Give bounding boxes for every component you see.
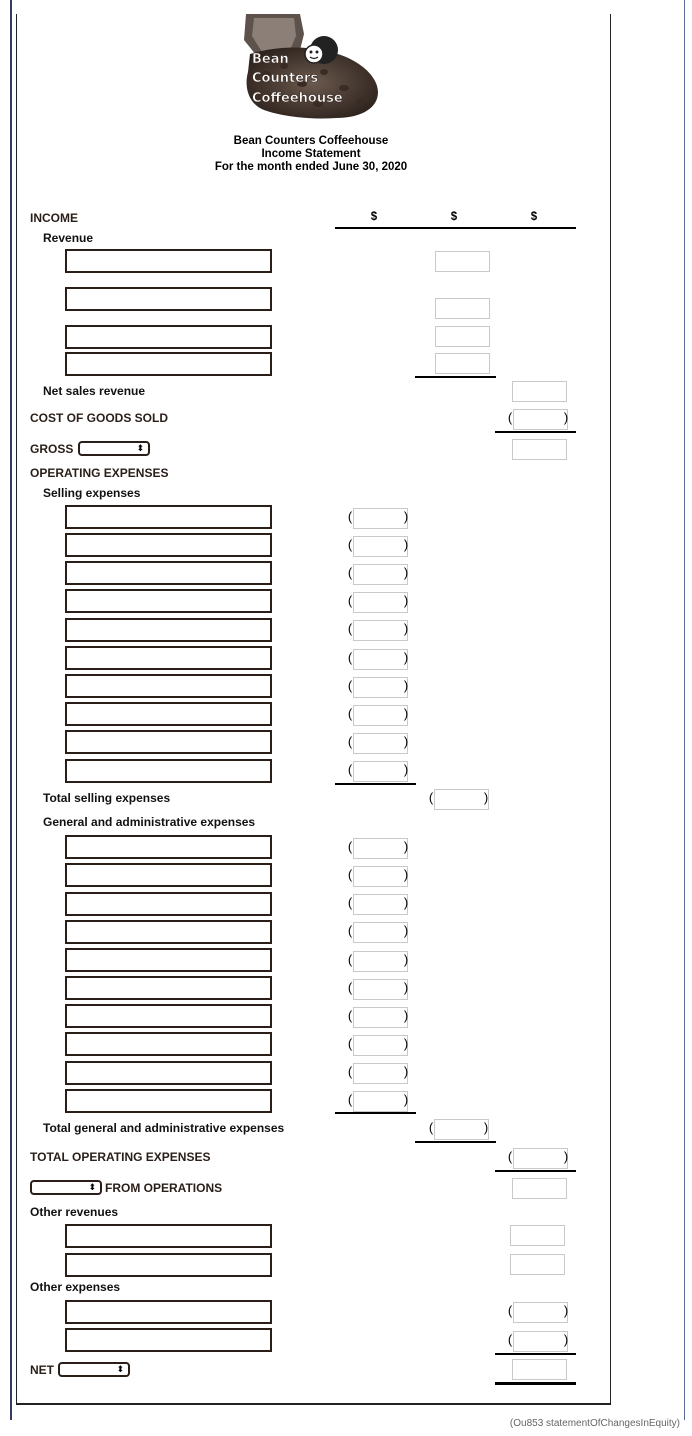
form-border-right <box>610 14 611 1404</box>
open-paren: ( <box>347 593 353 608</box>
bean-counters-logo <box>240 14 382 122</box>
selling-expense-9-description[interactable] <box>65 730 272 754</box>
total-selling-expenses-amount[interactable] <box>434 789 489 810</box>
close-paren: ) <box>403 537 409 552</box>
cogs-label: COST OF GOODS SOLD <box>30 411 169 425</box>
close-paren: ) <box>483 1120 489 1135</box>
gen-admin-expense-3-amount[interactable] <box>353 894 408 915</box>
close-paren: ) <box>403 1064 409 1079</box>
selling-expense-2-description[interactable] <box>65 533 272 557</box>
cogs-amount[interactable] <box>513 409 568 430</box>
svg-text:Coffeehouse: Coffeehouse <box>252 91 343 106</box>
total-selling-expenses-label: Total selling expenses <box>43 791 171 805</box>
open-paren: ( <box>347 509 353 524</box>
close-paren: ) <box>403 952 409 967</box>
close-paren: ) <box>403 923 409 938</box>
selling-expense-4-description[interactable] <box>65 589 272 613</box>
gen-admin-expense-1-description[interactable] <box>65 835 272 859</box>
selling-expense-8-description[interactable] <box>65 702 272 726</box>
other-expense-1-description[interactable] <box>65 1300 272 1324</box>
revenue-line-4-description[interactable] <box>65 352 272 376</box>
close-paren: ) <box>403 1036 409 1051</box>
selling-expense-6-description[interactable] <box>65 646 272 670</box>
open-paren: ( <box>347 650 353 665</box>
select-updown-icon: ⬍ <box>116 1364 124 1374</box>
close-paren: ) <box>403 734 409 749</box>
gross-type-select[interactable] <box>78 441 150 456</box>
gen-admin-expense-10-amount[interactable] <box>353 1091 408 1112</box>
form-reference-footer: (Ou853 statementOfChangesInEquity) <box>509 1418 680 1429</box>
open-paren: ( <box>507 1332 513 1347</box>
cogs-open-paren: ( <box>507 410 513 425</box>
selling-expense-9-amount[interactable] <box>353 733 408 754</box>
net-amount[interactable] <box>512 1359 567 1380</box>
other-revenues-heading: Other revenues <box>30 1205 119 1219</box>
gen-admin-expense-4-description[interactable] <box>65 920 272 944</box>
selling-expense-5-description[interactable] <box>65 618 272 642</box>
close-paren: ) <box>403 706 409 721</box>
revenue-line-2-description[interactable] <box>65 287 272 311</box>
gen-admin-expense-7-description[interactable] <box>65 1004 272 1028</box>
selling-expense-3-description[interactable] <box>65 561 272 585</box>
net-sales-revenue-amount[interactable] <box>512 381 567 402</box>
other-revenue-1-amount[interactable] <box>510 1225 565 1246</box>
selling-expense-7-amount[interactable] <box>353 677 408 698</box>
select-updown-icon: ⬍ <box>136 443 144 453</box>
open-paren: ( <box>347 678 353 693</box>
other-revenue-2-description[interactable] <box>65 1253 272 1277</box>
other-expenses-rule <box>495 1353 576 1355</box>
operating-total-rule <box>495 1170 576 1172</box>
gross-label: GROSS <box>30 442 74 456</box>
selling-expense-6-amount[interactable] <box>353 649 408 670</box>
open-paren: ( <box>347 734 353 749</box>
gen-admin-expense-9-description[interactable] <box>65 1061 272 1085</box>
total-operating-expenses-amount[interactable] <box>513 1148 568 1169</box>
revenue-line-2-amount[interactable] <box>435 298 490 319</box>
gross-amount[interactable] <box>512 439 567 460</box>
close-paren: ) <box>403 1092 409 1107</box>
open-paren: ( <box>347 706 353 721</box>
net-double-rule <box>495 1382 576 1385</box>
open-paren: ( <box>347 923 353 938</box>
close-paren: ) <box>563 1332 569 1347</box>
revenue-line-4-amount[interactable] <box>435 353 490 374</box>
open-paren: ( <box>507 1303 513 1318</box>
other-expense-1-amount[interactable] <box>513 1302 568 1323</box>
other-expenses-heading: Other expenses <box>30 1280 121 1294</box>
close-paren: ) <box>403 593 409 608</box>
cogs-close-paren: ) <box>563 410 569 425</box>
open-paren: ( <box>347 867 353 882</box>
open-paren: ( <box>347 980 353 995</box>
open-paren: ( <box>347 762 353 777</box>
open-paren: ( <box>347 1008 353 1023</box>
gen-admin-expense-1-amount[interactable] <box>353 838 408 859</box>
selling-expense-10-description[interactable] <box>65 759 272 783</box>
revenue-line-1-description[interactable] <box>65 249 272 273</box>
gen-admin-expense-9-amount[interactable] <box>353 1063 408 1084</box>
close-paren: ) <box>403 565 409 580</box>
selling-expense-4-amount[interactable] <box>353 592 408 613</box>
open-paren: ( <box>347 537 353 552</box>
net-label: NET <box>30 1363 54 1377</box>
select-updown-icon: ⬍ <box>88 1182 96 1192</box>
from-operations-label: FROM OPERATIONS <box>105 1181 223 1195</box>
gen-admin-expense-7-amount[interactable] <box>353 1007 408 1028</box>
open-paren: ( <box>347 895 353 910</box>
close-paren: ) <box>403 839 409 854</box>
close-paren: ) <box>403 867 409 882</box>
selling-expense-7-description[interactable] <box>65 674 272 698</box>
close-paren: ) <box>563 1149 569 1164</box>
revenue-line-1-amount[interactable] <box>435 251 490 272</box>
selling-expense-8-amount[interactable] <box>353 705 408 726</box>
gen-admin-total-rule <box>415 1141 496 1143</box>
close-paren: ) <box>403 1008 409 1023</box>
open-paren: ( <box>347 839 353 854</box>
selling-expense-1-amount[interactable] <box>353 508 408 529</box>
open-paren: ( <box>347 952 353 967</box>
selling-expense-1-description[interactable] <box>65 505 272 529</box>
gen-admin-expense-8-amount[interactable] <box>353 1035 408 1056</box>
selling-expenses-heading: Selling expenses <box>43 486 141 500</box>
close-paren: ) <box>483 790 489 805</box>
total-gen-admin-expenses-amount[interactable] <box>434 1119 489 1140</box>
column-2-currency: $ <box>450 211 458 223</box>
other-expense-2-description[interactable] <box>65 1328 272 1352</box>
company-name: Bean Counters Coffeehouse <box>233 135 389 147</box>
gen-admin-expense-10-description[interactable] <box>65 1089 272 1113</box>
open-paren: ( <box>347 621 353 636</box>
cogs-rule <box>495 431 576 433</box>
close-paren: ) <box>403 509 409 524</box>
gen-admin-expense-6-amount[interactable] <box>353 979 408 1000</box>
gen-admin-expense-2-amount[interactable] <box>353 866 408 887</box>
column-1-currency: $ <box>370 211 378 223</box>
selling-expense-3-amount[interactable] <box>353 564 408 585</box>
income-heading: INCOME <box>30 211 78 225</box>
revenue-line-3-amount[interactable] <box>435 326 490 347</box>
open-paren: ( <box>347 1064 353 1079</box>
close-paren: ) <box>563 1303 569 1318</box>
selling-expense-5-amount[interactable] <box>353 620 408 641</box>
open-paren: ( <box>347 1036 353 1051</box>
page-border-right <box>684 0 685 1420</box>
statement-period: For the month ended June 30, 2020 <box>214 161 408 173</box>
operations-type-select[interactable] <box>30 1180 102 1195</box>
selling-expenses-rule <box>335 783 416 785</box>
gen-admin-expense-5-description[interactable] <box>65 948 272 972</box>
gen-admin-expenses-rule <box>335 1112 416 1114</box>
other-revenue-2-amount[interactable] <box>510 1254 565 1275</box>
form-border-left <box>16 14 17 1404</box>
left-border <box>10 0 12 1420</box>
svg-text:Bean: Bean <box>252 52 289 67</box>
close-paren: ) <box>403 980 409 995</box>
total-operating-expenses-label: TOTAL OPERATING EXPENSES <box>30 1150 211 1164</box>
operations-amount[interactable] <box>512 1178 567 1199</box>
open-paren: ( <box>347 565 353 580</box>
form-border-bottom <box>16 1403 611 1405</box>
operating-expenses-heading: OPERATING EXPENSES <box>30 466 169 480</box>
close-paren: ) <box>403 621 409 636</box>
total-gen-admin-expenses-label: Total general and administrative expenses <box>43 1121 285 1135</box>
net-sales-revenue-label: Net sales revenue <box>43 384 146 398</box>
statement-title: Income Statement <box>261 148 361 160</box>
open-paren: ( <box>428 790 434 805</box>
column-3-currency: $ <box>530 211 538 223</box>
close-paren: ) <box>403 650 409 665</box>
revenue-subtotal-rule <box>415 376 496 378</box>
close-paren: ) <box>403 895 409 910</box>
svg-text:Counters: Counters <box>252 71 319 86</box>
gen-admin-expense-2-description[interactable] <box>65 863 272 887</box>
gen-admin-expenses-heading: General and administrative expenses <box>43 815 256 829</box>
gen-admin-expense-5-amount[interactable] <box>353 951 408 972</box>
revenue-heading: Revenue <box>43 231 94 245</box>
close-paren: ) <box>403 678 409 693</box>
revenue-line-3-description[interactable] <box>65 325 272 349</box>
gen-admin-expense-3-description[interactable] <box>65 892 272 916</box>
open-paren: ( <box>428 1120 434 1135</box>
selling-expense-2-amount[interactable] <box>353 536 408 557</box>
other-revenue-1-description[interactable] <box>65 1224 272 1248</box>
close-paren: ) <box>403 762 409 777</box>
gen-admin-expense-6-description[interactable] <box>65 976 272 1000</box>
column-header-rule <box>335 227 576 229</box>
selling-expense-10-amount[interactable] <box>353 761 408 782</box>
net-type-select[interactable] <box>58 1362 130 1377</box>
other-expense-2-amount[interactable] <box>513 1331 568 1352</box>
gen-admin-expense-8-description[interactable] <box>65 1032 272 1056</box>
open-paren: ( <box>347 1092 353 1107</box>
open-paren: ( <box>507 1149 513 1164</box>
gen-admin-expense-4-amount[interactable] <box>353 922 408 943</box>
